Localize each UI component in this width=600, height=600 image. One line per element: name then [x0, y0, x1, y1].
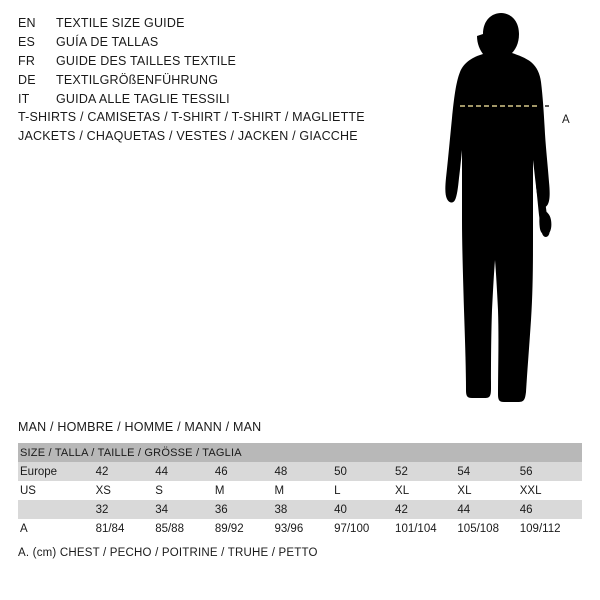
language-code: DE	[18, 73, 36, 87]
language-title: GUIDA ALLE TAGLIE TESSILI	[56, 92, 230, 106]
table-cell: 81/84	[96, 519, 156, 538]
table-cell: 54	[457, 462, 519, 481]
table-row	[18, 500, 582, 519]
language-code: ES	[18, 35, 36, 49]
table-cell: 48	[274, 462, 334, 481]
table-cell: 44	[457, 500, 519, 519]
table-cell: XXL	[520, 481, 582, 500]
category-line-jackets: JACKETS / CHAQUETAS / VESTES / JACKEN / GIACCHE	[18, 129, 358, 143]
row-label-blank	[18, 500, 96, 519]
row-label-us: US	[18, 481, 96, 500]
table-cell: 89/92	[215, 519, 275, 538]
table-cell: M	[274, 481, 334, 500]
language-code: FR	[18, 54, 36, 68]
table-cell: 93/96	[274, 519, 334, 538]
language-title: TEXTILE SIZE GUIDE	[56, 16, 185, 30]
language-code: IT	[18, 92, 30, 106]
row-label-europe: Europe	[18, 462, 96, 481]
table-header-label: SIZE / TALLA / TAILLE / GRÖSSE / TAGLIA	[18, 443, 582, 462]
size-table	[18, 443, 582, 538]
table-cell: 46	[520, 500, 582, 519]
table-cell: 56	[520, 462, 582, 481]
table-cell: S	[155, 481, 215, 500]
table-cell: 105/108	[457, 519, 519, 538]
table-cell: 40	[334, 500, 395, 519]
language-title: GUÍA DE TALLAS	[56, 35, 159, 49]
table-header-row	[18, 443, 582, 462]
table-cell: 50	[334, 462, 395, 481]
table-row	[18, 519, 582, 538]
language-list	[18, 16, 378, 111]
chest-marker-label: A	[562, 114, 570, 126]
table-cell: 97/100	[334, 519, 395, 538]
silhouette-svg	[400, 10, 600, 410]
table-cell: 85/88	[155, 519, 215, 538]
table-cell: 101/104	[395, 519, 457, 538]
language-title: TEXTILGRÖßENFÜHRUNG	[56, 73, 219, 87]
language-row	[18, 92, 378, 111]
table-cell: 52	[395, 462, 457, 481]
language-title: GUIDE DES TAILLES TEXTILE	[56, 54, 237, 68]
table-cell: XL	[395, 481, 457, 500]
table-row	[18, 481, 582, 500]
table-cell: 44	[155, 462, 215, 481]
table-cell: 109/112	[520, 519, 582, 538]
table-cell: 34	[155, 500, 215, 519]
table-cell: XL	[457, 481, 519, 500]
language-row	[18, 54, 378, 73]
table-cell: XS	[96, 481, 156, 500]
table-cell: 42	[395, 500, 457, 519]
measurement-footnote: A. (cm) CHEST / PECHO / POITRINE / TRUHE / PETTO	[18, 547, 318, 559]
table-cell: 42	[96, 462, 156, 481]
language-code: EN	[18, 16, 36, 30]
table-cell: 36	[215, 500, 275, 519]
language-row	[18, 16, 378, 35]
table-cell: 32	[96, 500, 156, 519]
table-cell: 38	[274, 500, 334, 519]
language-row	[18, 73, 378, 92]
silhouette-body	[445, 13, 551, 402]
language-row	[18, 35, 378, 54]
table-cell: M	[215, 481, 275, 500]
table-row	[18, 462, 582, 481]
table-section-title: MAN / HOMBRE / HOMME / MANN / MAN	[18, 420, 262, 434]
table-cell: L	[334, 481, 395, 500]
row-label-a: A	[18, 519, 96, 538]
category-list	[18, 110, 398, 148]
body-silhouette-figure	[400, 10, 600, 410]
table-cell: 46	[215, 462, 275, 481]
category-line-tshirts: T-SHIRTS / CAMISETAS / T-SHIRT / T-SHIRT / MAGLIETTE	[18, 110, 365, 124]
